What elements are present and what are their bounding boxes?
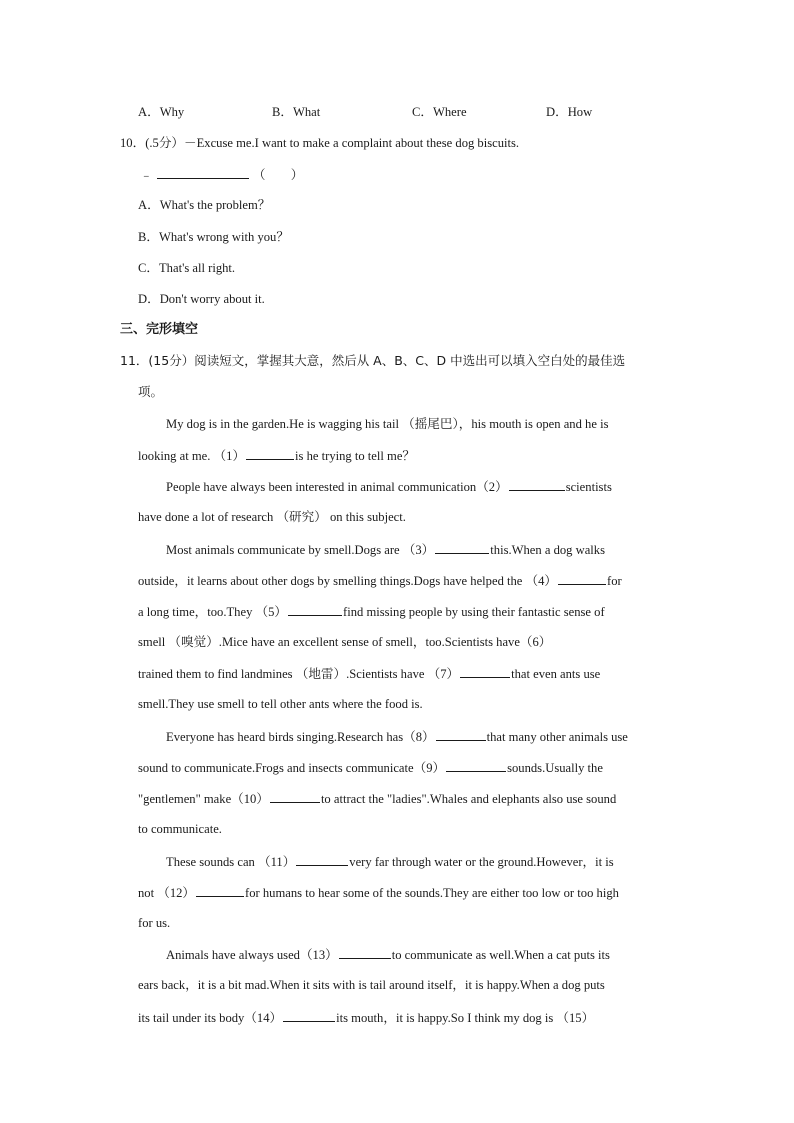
blank-14 bbox=[283, 1009, 335, 1022]
blank-5 bbox=[288, 603, 342, 616]
q9-option-a: A．Why bbox=[138, 105, 185, 119]
blank-7 bbox=[460, 665, 510, 678]
q11-stem-line2: 项。 bbox=[138, 384, 164, 399]
passage-text: this.When a dog walks bbox=[490, 543, 606, 557]
passage-text: is he trying to tell me？ bbox=[295, 449, 416, 463]
blank-1 bbox=[246, 447, 294, 460]
passage-line bbox=[166, 853, 614, 870]
passage-text: that many other animals use bbox=[486, 730, 628, 744]
q11-stem-line1: 11．(15分）阅读短文，掌握其大意，然后从 A、B、C、D 中选出可以填入空白处的最佳选 bbox=[120, 353, 626, 368]
passage-text: trained them to find landmines （地雷）.Scientists have （7） bbox=[138, 667, 460, 681]
passage-line bbox=[138, 884, 619, 901]
passage-text: for humans to hear some of the sounds.They are either too low or too high bbox=[245, 886, 619, 900]
passage-line bbox=[166, 946, 610, 963]
q9-option-c: C．Where bbox=[412, 105, 467, 119]
passage-line: for us. bbox=[138, 916, 171, 930]
blank-13 bbox=[339, 946, 391, 959]
q10-answer-blank bbox=[157, 166, 249, 179]
passage-line: smell （嗅觉）.Mice have an excellent sense of smell，too.Scientists have（6） bbox=[138, 635, 552, 649]
passage-line bbox=[138, 447, 415, 464]
passage-line bbox=[138, 790, 616, 807]
passage-line: have done a lot of research （研究） on this subject. bbox=[138, 510, 406, 524]
passage-text: to attract the "ladies".Whales and elephants also use sound bbox=[320, 792, 617, 806]
q10-stem: 10．(.5分）－Excuse me.I want to make a complaint about these dog biscuits. bbox=[120, 136, 520, 150]
passage-text: to communicate as well.When a cat puts its bbox=[391, 948, 610, 962]
q10-option-c: C．That's all right. bbox=[138, 261, 236, 275]
q10-option-a: A．What's the problem？ bbox=[138, 198, 271, 212]
q10-option-b: B．What's wrong with you？ bbox=[138, 230, 289, 244]
blank-12 bbox=[196, 884, 244, 897]
blank-4 bbox=[558, 572, 606, 585]
passage-line: to communicate. bbox=[138, 822, 222, 836]
passage-text: sounds.Usually the bbox=[507, 761, 603, 775]
passage-line: My dog is in the garden.He is wagging his tail （摇尾巴），his mouth is open and he is bbox=[166, 417, 609, 431]
passage-text: that even ants use bbox=[511, 667, 601, 681]
passage-text: These sounds can （11） bbox=[166, 855, 296, 869]
q10-answer-prefix: ﹣ bbox=[140, 168, 153, 182]
passage-text: very far through water or the ground.However，it is bbox=[349, 855, 614, 869]
passage-text: outside，it learns about other dogs by smelling things.Dogs have helped the （4） bbox=[138, 574, 558, 588]
blank-11 bbox=[296, 853, 348, 866]
passage-text: for bbox=[607, 574, 622, 588]
blank-9 bbox=[446, 759, 506, 772]
blank-2 bbox=[509, 478, 565, 491]
passage-text: "gentlemen" make（10） bbox=[138, 792, 269, 806]
passage-text: not （12） bbox=[138, 886, 196, 900]
blank-10 bbox=[270, 790, 320, 803]
passage-line bbox=[166, 728, 628, 745]
q9-option-b: B．What bbox=[272, 105, 321, 119]
passage-text: scientists bbox=[565, 480, 612, 494]
passage-line bbox=[166, 478, 612, 495]
passage-line: smell.They use smell to tell other ants where the food is. bbox=[138, 697, 423, 711]
passage-line bbox=[138, 603, 605, 620]
passage-line: ears back，it is a bit mad.When it sits with is tail around itself，it is happy.When a dog puts bbox=[138, 978, 605, 992]
section-title: 三、完形填空 bbox=[120, 322, 199, 337]
passage-line bbox=[166, 541, 605, 558]
q9-option-d: D．How bbox=[546, 105, 593, 119]
passage-text: Everyone has heard birds singing.Research has（8） bbox=[166, 730, 435, 744]
q10-answer-line bbox=[140, 166, 303, 183]
passage-text: sound to communicate.Frogs and insects communicate（9） bbox=[138, 761, 446, 775]
blank-3 bbox=[435, 541, 489, 554]
passage-text: looking at me. （1） bbox=[138, 449, 246, 463]
q10-option-d: D．Don't worry about it. bbox=[138, 292, 265, 306]
q10-answer-suffix: （ ） bbox=[252, 168, 304, 182]
passage-line bbox=[138, 759, 603, 776]
blank-8 bbox=[436, 728, 486, 741]
passage-text: find missing people by using their fantastic sense of bbox=[343, 605, 605, 619]
passage-text: Animals have always used（13） bbox=[166, 948, 338, 962]
passage-line bbox=[138, 665, 600, 682]
passage-text: its tail under its body（14） bbox=[138, 1011, 283, 1025]
passage-text: a long time，too.They （5） bbox=[138, 605, 288, 619]
passage-text: People have always been interested in animal communication（2） bbox=[166, 480, 508, 494]
passage-line bbox=[138, 572, 622, 589]
passage-text: Most animals communicate by smell.Dogs are （3） bbox=[166, 543, 435, 557]
passage-text: its mouth，it is happy.So I think my dog is （15） bbox=[336, 1011, 595, 1025]
passage-line bbox=[138, 1009, 594, 1026]
